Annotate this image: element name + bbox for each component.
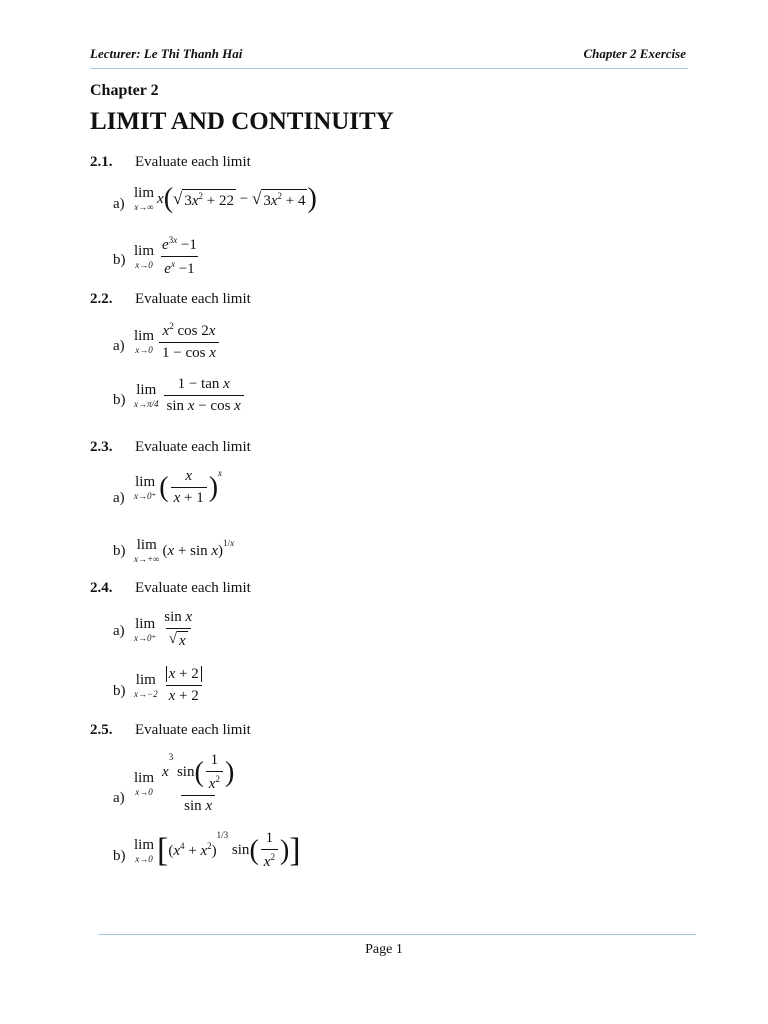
part-label: a) [113, 338, 125, 354]
part-label: a) [113, 490, 125, 506]
exercise-instruction: Evaluate each limit [135, 154, 251, 170]
part-label: b) [113, 252, 126, 268]
chapter-label: Chapter 2 [90, 82, 159, 99]
chapter-title: LIMIT AND CONTINUITY [90, 108, 394, 135]
exercise-instruction: Evaluate each limit [135, 291, 251, 307]
formula-2-1-a: lim x→∞ x ( √ $3x^2 + 22$ − √ $3x^2 + 4$ ) [134, 183, 317, 214]
formula-2-1-b: lim x→0 $\frac{e^{3x} -1}{e^x -1}$ [134, 235, 197, 277]
limit-subscript: x→0 [135, 259, 153, 270]
limit-subscript: x→0 [135, 344, 153, 355]
exercise-number: 2.3. [90, 439, 113, 455]
limit-subscript: x→π/4 [134, 398, 159, 409]
part-label: b) [113, 392, 126, 408]
exercise-instruction: Evaluate each limit [135, 722, 251, 738]
formula-2-2-b: lim x→π/4 $\frac{\text{1 − tan x}}{\text{sin x − cos x}}$ [134, 376, 246, 415]
exercise-instruction: Evaluate each limit [135, 439, 251, 455]
formula-2-4-a: lim x→0⁺ sin x √ x [134, 609, 193, 649]
formula-2-5-b: lim x→0 [ $(x^4 + x^2)$ 1/3 sin ( $\frac{1}{x^2}$ ) ] [134, 830, 301, 870]
formula-2-2-a: lim x→0 $\frac{x^2 \cos 2x}{\text{1 − cos x}}$ [134, 321, 221, 362]
formula-2-4-b: lim x→−2 $\frac{x + 2}{x + 2}$ [134, 666, 207, 705]
formula-2-3-a: lim x→0⁺ ( $\frac{x}{x + 1}$ ) $^x$ [134, 468, 223, 506]
exercise-number: 2.1. [90, 154, 113, 170]
part-label: b) [113, 848, 126, 864]
exercise-number: 2.4. [90, 580, 113, 596]
limit-subscript: x→0 [135, 786, 153, 797]
part-label: a) [113, 196, 125, 212]
header-lecturer: Lecturer: Le Thi Thanh Hai [90, 46, 243, 61]
formula-2-3-b: lim x→+∞ (x + sin x) $^{1/x}$ [134, 537, 235, 564]
limit-subscript: x→−2 [134, 688, 158, 699]
header-divider [90, 68, 688, 69]
limit-subscript: x→0 [135, 853, 153, 864]
part-label: b) [113, 543, 126, 559]
footer-divider [98, 934, 696, 935]
limit-subscript: x→0⁺ [134, 490, 157, 501]
limit-subscript: x→+∞ [134, 554, 160, 564]
formula-2-5-a: lim x→0 x 3 sin ( $\frac{1}{x^2}$ ) sin x [134, 752, 235, 814]
exercise-number: 2.2. [90, 291, 113, 307]
exercise-instruction: Evaluate each limit [135, 580, 251, 596]
part-label: a) [113, 623, 125, 639]
part-label: a) [113, 790, 125, 806]
page-number: Page 1 [365, 942, 403, 957]
part-label: b) [113, 683, 126, 699]
header-chapter-exercise: Chapter 2 Exercise [583, 46, 686, 61]
exercise-number: 2.5. [90, 722, 113, 738]
limit-subscript: x→∞ [134, 202, 154, 212]
limit-subscript: x→0⁺ [134, 632, 157, 643]
